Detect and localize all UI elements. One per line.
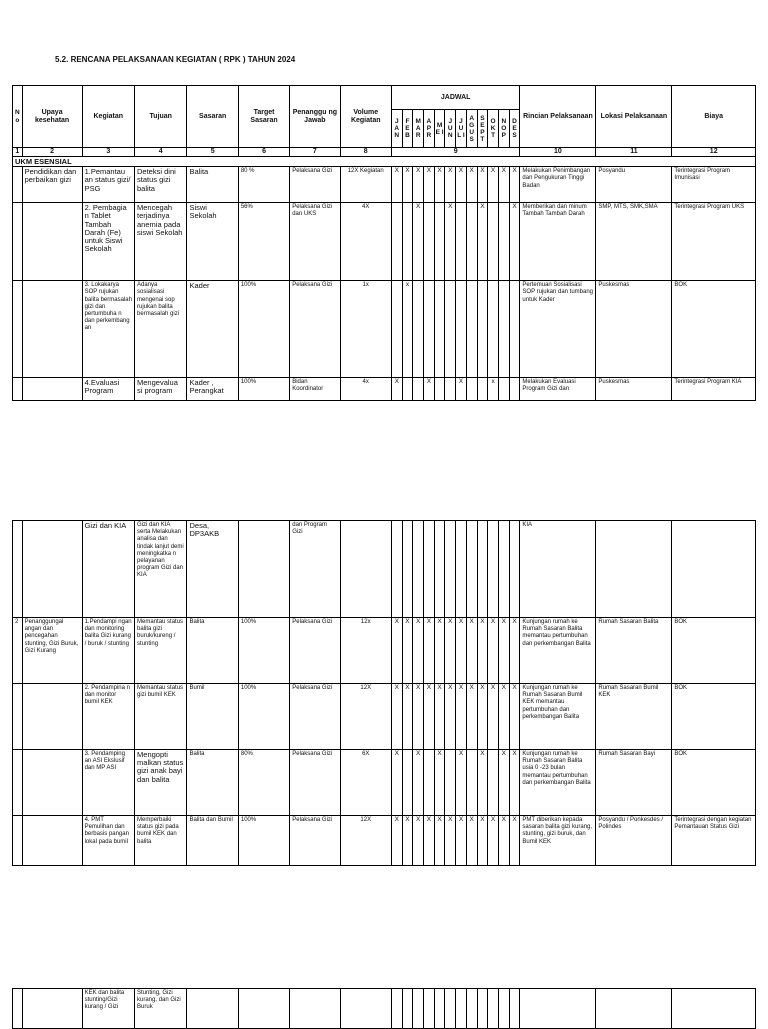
cell-month-mark [445,521,456,618]
cell-kegiatan: 1.Pemantau an status gizi/ PSG [82,167,134,203]
table-row [13,618,756,684]
cell-month-mark [413,521,424,618]
cell-month-mark: X [488,618,499,684]
month-header: A P R [424,110,435,148]
cell-lokasi: Rumah Sasaran Bayi [596,750,672,816]
cell-month-mark [391,281,402,378]
cell-sasaran: Bumil [187,684,238,750]
cell-month-mark: X [509,684,520,750]
cell-month-mark: X [445,203,456,281]
cell-target: 100% [238,684,289,750]
cell-target: 100% [238,618,289,684]
cell-kegiatan: 2. Pembagia n Tablet Tambah Darah (Fe) untuk Siswi Sekolah [82,203,134,281]
cell-month-mark: X [424,618,435,684]
cell-month-mark [402,750,413,816]
cell-month-mark: X [402,816,413,866]
cell-month-mark [466,521,477,618]
month-header: M A R [413,110,424,148]
cell-month-mark: X [456,684,467,750]
column-number: 6 [238,148,289,157]
cell-upaya [22,521,82,618]
cell-month-mark: X [391,750,402,816]
cell-tujuan: Mengopti malkan status gizi anak bayi dan balita [135,750,187,816]
cell-month-mark: X [456,378,467,401]
cell-month-mark: X [509,167,520,203]
cell-month-mark: X [488,684,499,750]
cell-target: 100% [238,816,289,866]
table-row [13,684,756,750]
header-biaya: Biaya [672,86,756,148]
cell-rincian [520,989,596,1029]
cell-month-mark [466,378,477,401]
cell-month-mark: X [391,618,402,684]
cell-month-mark: X [424,684,435,750]
cell-month-mark: X [391,816,402,866]
header-no: N o [13,86,23,148]
cell-tujuan: Memperbaiki status gizi pada bumil KEK dan balita [135,816,187,866]
cell-month-mark: X [424,378,435,401]
cell-month-mark [402,203,413,281]
cell-rincian: Melakukan Evaluasi Program Gizi dan [520,378,596,401]
page-title: 5.2. RENCANA PELAKSANAAN KEGIATAN ( RPK ) TAHUN 2024 [55,55,296,64]
cell-sasaran: Kader , Perangkat [187,378,238,401]
cell-sasaran [187,989,238,1029]
cell-no [13,281,23,378]
cell-upaya [22,816,82,866]
cell-month-mark [498,281,509,378]
cell-volume: 6X [340,750,391,816]
cell-upaya [22,281,82,378]
cell-month-mark [434,203,445,281]
column-number: 5 [187,148,238,157]
cell-rincian: Pertemuan Sosialisasi SOP rujukan dan tumbang untuk Kader [520,281,596,378]
cell-upaya [22,203,82,281]
column-number: 8 [340,148,391,157]
cell-month-mark: X [477,618,488,684]
cell-no [13,816,23,866]
cell-kegiatan: 4.Evaluasi Program [82,378,134,401]
month-header: J U N [445,110,456,148]
cell-tujuan: Adanya sosialisasi mengenai sop rujukan balita bermasalah gizi [135,281,187,378]
cell-rincian: Kunjungan rumah ke Rumah Sasaran Balita usia 0 -23 bulan memantau pertumbuhan dan perkembangan Balita [520,750,596,816]
cell-month-mark [456,281,467,378]
section-ukm-esensial: UKM ESENSIAL [13,157,756,167]
column-number: 4 [135,148,187,157]
cell-month-mark [424,989,435,1029]
cell-tujuan: Stunting, Gizi kurang, dan Gizi Buruk [135,989,187,1029]
cell-penanggung-jawab: Pelaksana Gizi [290,281,340,378]
cell-upaya: Penanggungal angan dan pencegahan stunting, Gizi Buruk, Gizi Kurang [22,618,82,684]
cell-lokasi: Posyandu / Ponkesdes / Polindes [596,816,672,866]
cell-month-mark: X [509,203,520,281]
cell-volume [340,989,391,1029]
cell-volume: 4X [340,203,391,281]
cell-month-mark [477,281,488,378]
cell-lokasi: Rumah Sasaran Balita [596,618,672,684]
cell-lokasi: Puskesmas [596,281,672,378]
cell-month-mark: X [498,750,509,816]
rpk-table-page-2 [12,520,756,866]
column-number: 9 [391,148,520,157]
cell-month-mark [466,203,477,281]
cell-month-mark: X [466,618,477,684]
header-rincian: Rincian Pelaksanaan [520,86,596,148]
cell-month-mark: X [498,618,509,684]
month-header: O K T [488,110,499,148]
table-row [13,521,756,618]
header-volume: Volume Kegiatan [340,86,391,148]
cell-kegiatan: KEK dan balita stunting/Gizi kurang / Gizi [82,989,134,1029]
cell-month-mark [488,281,499,378]
cell-month-mark: X [445,618,456,684]
cell-month-mark: X [391,167,402,203]
cell-month-mark [466,750,477,816]
cell-target: 100% [238,281,289,378]
cell-volume: 4x [340,378,391,401]
cell-kegiatan: 2. Pendampina n dan monitor bumil KEK [82,684,134,750]
cell-month-mark [477,378,488,401]
cell-month-mark [466,989,477,1029]
cell-biaya: BOK [672,281,756,378]
header-penanggung-jawab: Penanggu ng Jawab [290,86,340,148]
column-number: 11 [596,148,672,157]
column-number: 2 [22,148,82,157]
cell-upaya [22,378,82,401]
cell-month-mark: X [477,816,488,866]
cell-no [13,203,23,281]
cell-sasaran: Siswi Sekolah [187,203,238,281]
cell-sasaran: Balita [187,167,238,203]
cell-tujuan: Mencegah terjadinya anemia pada siswi Sekolah [135,203,187,281]
cell-penanggung-jawab: Pelaksana Gizi [290,167,340,203]
month-header: M E I [434,110,445,148]
cell-month-mark [466,281,477,378]
cell-month-mark: X [434,618,445,684]
cell-month-mark: X [413,618,424,684]
cell-month-mark [498,378,509,401]
cell-month-mark [434,521,445,618]
cell-month-mark: X [456,167,467,203]
cell-volume: 12X [340,684,391,750]
cell-sasaran: Balita [187,618,238,684]
table-row [13,167,756,203]
cell-month-mark: X [498,167,509,203]
cell-tujuan: Deteksi dini status gizi balita [135,167,187,203]
month-header: F E B [402,110,413,148]
table-row [13,989,756,1029]
header-sasaran: Sasaran [187,86,238,148]
cell-month-mark [413,378,424,401]
cell-target [238,521,289,618]
header-kegiatan: Kegiatan [82,86,134,148]
cell-tujuan: Memantau status gizi bumil KEK [135,684,187,750]
cell-upaya: Pendidikan dan perbaikan gizi [22,167,82,203]
cell-month-mark [509,521,520,618]
cell-penanggung-jawab: Pelaksana Gizi [290,816,340,866]
cell-month-mark: X [456,618,467,684]
column-number: 1 [13,148,23,157]
cell-sasaran: Balita [187,750,238,816]
column-number: 7 [290,148,340,157]
cell-month-mark: X [434,816,445,866]
cell-sasaran: Kader [187,281,238,378]
cell-month-mark [509,989,520,1029]
month-header: J A N [391,110,402,148]
cell-target: 80 % [238,167,289,203]
table-row [13,816,756,866]
cell-penanggung-jawab: Bidan Koordinator [290,378,340,401]
cell-no [13,989,23,1029]
cell-month-mark [434,281,445,378]
cell-month-mark [402,378,413,401]
month-header: J U L I [456,110,467,148]
cell-month-mark: x [488,378,499,401]
cell-biaya: Terintegrasi Program KIA [672,378,756,401]
cell-rincian: Kunjungan rumah ke Rumah Sasaran Balita memantau pertumbuhan dan perkembangan Balita [520,618,596,684]
cell-month-mark: X [509,750,520,816]
cell-month-mark: X [424,167,435,203]
cell-upaya [22,989,82,1029]
header-target: Target Sasaran [238,86,289,148]
cell-month-mark: X [477,684,488,750]
month-header: D E S [509,110,520,148]
cell-month-mark [488,750,499,816]
cell-volume: 12x [340,618,391,684]
cell-month-mark: X [477,750,488,816]
cell-sasaran: Desa, DP3AKB [187,521,238,618]
cell-rincian: KIA [520,521,596,618]
cell-rincian: Memberikan dan minum Tambah Tambah Darah [520,203,596,281]
cell-month-mark: X [402,618,413,684]
cell-month-mark [402,521,413,618]
cell-month-mark [424,281,435,378]
cell-lokasi [596,521,672,618]
cell-kegiatan: 4. PMT Pemulihan dan berbasis pangan lokal pada bumil [82,816,134,866]
cell-volume [340,521,391,618]
cell-month-mark: X [413,816,424,866]
cell-sasaran: Balita dan Bumil [187,816,238,866]
table-row [13,378,756,401]
cell-month-mark [434,989,445,1029]
cell-month-mark: X [434,750,445,816]
cell-kegiatan: 3. Lokakarya SOP rujukan balita bermasalah gizi dan pertumbuha n dan perkembang an [82,281,134,378]
cell-penanggung-jawab: Pelaksana Gizi dan UKS [290,203,340,281]
cell-upaya [22,750,82,816]
cell-lokasi: Puskesmas [596,378,672,401]
cell-no: 2 [13,618,23,684]
month-header: N O P [498,110,509,148]
cell-month-mark [445,281,456,378]
cell-biaya: Terintegrasi dengan kegiatan Pemantauan Status Gizi [672,816,756,866]
cell-month-mark: X [509,816,520,866]
cell-month-mark [477,521,488,618]
cell-volume: 1x [340,281,391,378]
cell-month-mark: X [445,167,456,203]
cell-lokasi: Rumah Sasaran Bumil KEK [596,684,672,750]
cell-month-mark [477,989,488,1029]
cell-month-mark: X [402,684,413,750]
cell-biaya [672,989,756,1029]
cell-target: 100% [238,378,289,401]
rpk-table-page-3 [12,988,756,1029]
cell-target [238,989,289,1029]
cell-month-mark: X [466,167,477,203]
cell-volume: 12X Kegiatan [340,167,391,203]
cell-month-mark: X [424,816,435,866]
cell-month-mark [445,378,456,401]
cell-month-mark [488,989,499,1029]
cell-month-mark [498,989,509,1029]
cell-month-mark: X [498,816,509,866]
cell-month-mark: X [445,816,456,866]
month-header: A G U S [466,110,477,148]
cell-penanggung-jawab: Pelaksana Gizi [290,684,340,750]
cell-month-mark: X [466,816,477,866]
cell-month-mark [413,989,424,1029]
header-jadwal: JADWAL [391,86,520,110]
cell-month-mark: X [413,750,424,816]
cell-upaya [22,684,82,750]
cell-biaya: BOK [672,618,756,684]
cell-lokasi: Posyandu [596,167,672,203]
cell-month-mark [391,203,402,281]
cell-kegiatan: 3. Pendamping an ASI Ekslusif dan MP ASI [82,750,134,816]
cell-month-mark [391,521,402,618]
cell-month-mark: X [488,167,499,203]
cell-biaya: BOK [672,750,756,816]
cell-month-mark [402,989,413,1029]
cell-tujuan: Mengevalua si program [135,378,187,401]
cell-volume: 12X [340,816,391,866]
cell-month-mark [391,989,402,1029]
cell-month-mark [424,750,435,816]
cell-month-mark: X [413,684,424,750]
cell-no [13,750,23,816]
cell-month-mark: X [445,684,456,750]
cell-month-mark [488,203,499,281]
cell-month-mark: x [402,281,413,378]
cell-rincian: Melakukan Penimbangan dan Pengukuran Tinggi Badan [520,167,596,203]
cell-lokasi: SMP, MTS, SMK,SMA [596,203,672,281]
cell-month-mark [445,750,456,816]
column-number: 10 [520,148,596,157]
cell-month-mark: X [477,203,488,281]
cell-month-mark: X [391,684,402,750]
cell-no [13,378,23,401]
cell-target: 80% [238,750,289,816]
cell-month-mark: X [434,684,445,750]
header-lokasi: Lokasi Pelaksanaan [596,86,672,148]
cell-month-mark: X [413,167,424,203]
cell-no [13,684,23,750]
cell-month-mark [445,989,456,1029]
cell-month-mark: X [456,750,467,816]
cell-month-mark: X [509,618,520,684]
cell-penanggung-jawab [290,989,340,1029]
cell-month-mark: X [466,684,477,750]
cell-month-mark: X [456,816,467,866]
rpk-table-page-1 [12,85,756,401]
table-row [13,203,756,281]
column-number: 3 [82,148,134,157]
cell-target: 56% [238,203,289,281]
cell-no [13,167,23,203]
cell-month-mark: X [391,378,402,401]
cell-penanggung-jawab: Pelaksana Gizi [290,618,340,684]
cell-biaya: Terintegrasi Program UKS [672,203,756,281]
cell-month-mark: X [413,203,424,281]
cell-month-mark [498,203,509,281]
cell-month-mark [424,203,435,281]
cell-penanggung-jawab: dan Program Gizi [290,521,340,618]
cell-month-mark [509,378,520,401]
column-number: 12 [672,148,756,157]
cell-month-mark [434,378,445,401]
cell-lokasi [596,989,672,1029]
cell-month-mark: X [477,167,488,203]
cell-month-mark: X [434,167,445,203]
cell-month-mark [424,521,435,618]
cell-tujuan: Memantau status balita gizi buruk/kureng / stunting [135,618,187,684]
cell-rincian: PMT diberikan kepada sasaran balita gizi kurang, stunting, gizi buruk, dan Bumil KEK [520,816,596,866]
cell-month-mark [456,521,467,618]
header-tujuan: Tujuan [135,86,187,148]
cell-kegiatan: 1.Pendampi ngan dan monitoring balita Gizi kurang / buruk / stunting [82,618,134,684]
cell-penanggung-jawab: Pelaksana Gizi [290,750,340,816]
cell-rincian: Kunjungan rumah ke Rumah Sasaran Bumil KEK memantau pertumbuhan dan perkembangan Balita [520,684,596,750]
header-upaya: Upaya kesehatan [22,86,82,148]
cell-biaya: BOK [672,684,756,750]
cell-month-mark [498,521,509,618]
cell-month-mark: X [488,816,499,866]
cell-month-mark [509,281,520,378]
cell-month-mark [413,281,424,378]
table-row [13,750,756,816]
cell-kegiatan: Gizi dan KIA [82,521,134,618]
table-row [13,281,756,378]
cell-month-mark [456,203,467,281]
cell-no [13,521,23,618]
month-header: S E P T [477,110,488,148]
cell-tujuan: Gizi dan KIA serta Melakukan analisa dan tindak lanjut demi meningkatka n pelayanan program Gizi dan KIA [135,521,187,618]
cell-month-mark [456,989,467,1029]
cell-month-mark: X [402,167,413,203]
cell-biaya: Terintegrasi Program Imunisasi [672,167,756,203]
cell-month-mark: X [498,684,509,750]
cell-month-mark [488,521,499,618]
cell-biaya [672,521,756,618]
